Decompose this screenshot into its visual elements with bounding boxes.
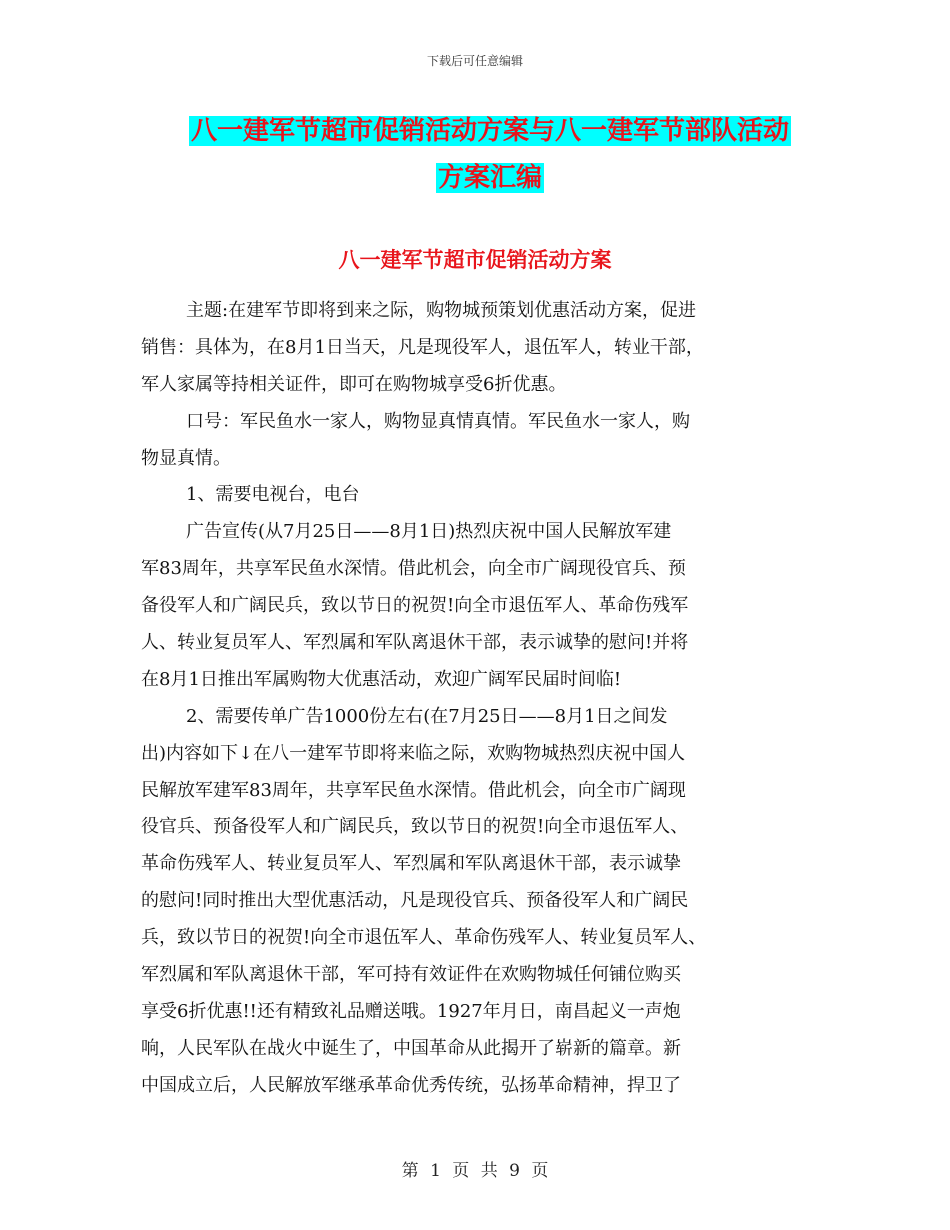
paragraph-line: 的慰问!同时推出大型优惠活动，凡是现役官兵、预备役军人和广阔民 — [141, 890, 689, 912]
paragraph-line: 主题:在建军节即将到来之际，购物城预策划优惠活动方案，促进 — [186, 300, 697, 321]
paragraph-line: 军烈属和军队离退休干部，军可持有效证件在欢购物城任何铺位购买 — [141, 964, 681, 986]
paragraph-line: 销售：具体为，在8月1日当天，凡是现役军人，退伍军人，转业干部， — [141, 336, 704, 358]
paragraph-line: 物显真情。 — [141, 447, 231, 469]
section-title: 八一建军节超市促销活动方案 — [338, 248, 612, 272]
paragraph-line: 备役军人和广阔民兵，致以节日的祝贺!向全市退伍军人、革命伤残军 — [141, 595, 689, 617]
paragraph-line: 人、转业复员军人、军烈属和军队离退休干部，表示诚挚的慰问!并将 — [141, 632, 689, 654]
header-note: 下载后可任意编辑 — [426, 54, 523, 68]
paragraph-line: 军83周年，共享军民鱼水深情。借此机会，向全市广阔现役官兵、预 — [141, 558, 686, 580]
paragraph-line: 1、需要电视台，电台 — [186, 484, 360, 506]
paragraph-line: 中国成立后，人民解放军继承革命优秀传统，弘扬革命精神，捍卫了 — [141, 1074, 681, 1096]
paragraph-line: 民解放军建军83周年，共享军民鱼水深情。借此机会，向全市广阔现 — [141, 779, 686, 801]
paragraph-line: 革命伤残军人、转业复员军人、军烈属和军队离退休干部，表示诚挚 — [141, 853, 681, 875]
paragraph-line: 军人家属等持相关证件，即可在购物城享受6折优惠。 — [141, 373, 567, 395]
paragraph-line: 在8月1日推出军属购物大优惠活动，欢迎广阔军民届时间临! — [141, 668, 622, 690]
paragraph-line: 口号：军民鱼水一家人，购物显真情真情。军民鱼水一家人，购 — [186, 410, 690, 432]
document-title — [140, 108, 840, 202]
paragraph-line: 2、需要传单广告1000份左右(在7月25日——8月1日之间发 — [186, 705, 668, 727]
paragraph-line: 出)内容如下↓在八一建军节即将来临之际，欢购物城热烈庆祝中国人 — [141, 742, 686, 764]
paragraph-line: 兵，致以节日的祝贺!向全市退伍军人、革命伤残军人、转业复员军人、 — [141, 927, 707, 949]
body-text — [141, 293, 809, 1105]
page-number: 第 1 页 共 9 页 — [401, 1161, 549, 1181]
document-title-line-2: 方案汇编 — [437, 163, 542, 193]
paragraph-line: 享受6折优惠!!还有精致礼品赠送哦。1927年月日，南昌起义一声炮 — [141, 1000, 681, 1022]
paragraph-line: 广告宣传(从7月25日——8月1日)热烈庆祝中国人民解放军建 — [186, 521, 672, 543]
document-title-line-1: 八一建军节超市促销活动方案与八一建军节部队活动 — [190, 116, 789, 146]
paragraph-line: 役官兵、预备役军人和广阔民兵，致以节日的祝贺!向全市退伍军人、 — [141, 816, 689, 838]
paragraph-line: 响，人民军队在战火中诞生了，中国革命从此揭开了崭新的篇章。新 — [141, 1037, 681, 1059]
